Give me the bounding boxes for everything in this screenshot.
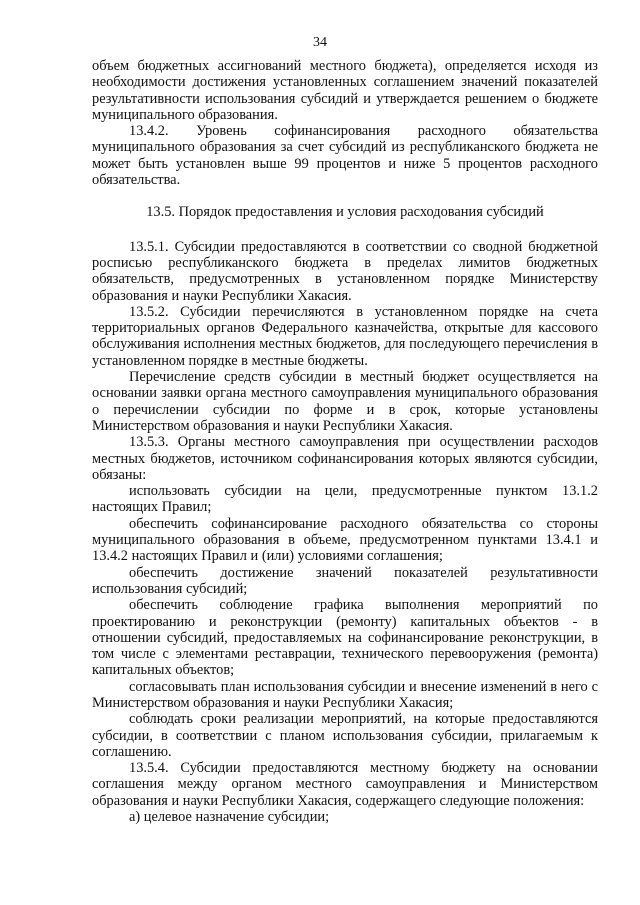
list-item-purpose: а) целевое назначение субсидии; bbox=[129, 809, 330, 826]
paragraph-transfer-request: Перечисление средств субсидии в местный бюджет осуществляется на основании заявки органа местного самоуправления муниципального образования о перечислении субсидии по форме и в срок, которые установлены Министерством образования и науки Республики Хакасия. bbox=[92, 369, 598, 434]
paragraph-13-4-2: 13.4.2. Уровень софинансирования расходного обязательства муниципального образования за счет субсидий из республиканского бюджета не может быть установлен выше 99 процентов и ниже 5 процентов расходного обязательства. bbox=[92, 123, 598, 189]
document-body bbox=[92, 58, 598, 825]
list-item-usage-plan: согласовывать план использования субсидии и внесение изменений в него с Министерством образования и науки Республики Хакасия; bbox=[92, 678, 598, 711]
list-item-performance-indicators: обеспечить достижение значений показателей результативности использования субсидий; bbox=[92, 564, 598, 597]
paragraph-13-5-1: 13.5.1. Субсидии предоставляются в соответствии со сводной бюджетной росписью республиканского бюджета в пределах лимитов бюджетных обязательств, предусмотренных в установленном порядке Министерству образования и науки Республики Хакасия. bbox=[92, 238, 598, 304]
list-item-deadlines: соблюдать сроки реализации мероприятий, на которые предоставляются субсидии, в соответствии с планом использования субсидии, прилагаемым к соглашению. bbox=[92, 711, 598, 760]
paragraph-budget-allocations: объем бюджетных ассигнований местного бюджета), определяется исходя из необходимости достижения установленных соглашением значений показателей результативности использования субсидий и утверждается решением о бюджете муниципального образования. bbox=[92, 58, 598, 123]
page-number: 34 bbox=[313, 35, 327, 50]
paragraph-13-5-4: 13.5.4. Субсидии предоставляются местному бюджету на основании соглашения между органом местного самоуправления и Министерством образования и науки Республики Хакасия, содержащего следующие положения: bbox=[92, 760, 598, 809]
list-item-cofinancing: обеспечить софинансирование расходного обязательства со стороны муниципального образования в объеме, предусмотренном пунктами 13.4.1 и 13.4.2 настоящих Правил и (или) условиями соглашения; bbox=[92, 515, 598, 565]
section-heading: 13.5. Порядок предоставления и условия расходования субсидий bbox=[146, 204, 544, 221]
paragraph-13-5-2: 13.5.2. Субсидии перечисляются в установленном порядке на счета территориальных органов Федерального казначейства, открытые для кассового обслуживания исполнения местных бюджетов, для последующего перечисления в установленном порядке в местные бюджеты. bbox=[92, 303, 598, 369]
paragraph-13-5-3: 13.5.3. Органы местного самоуправления при осуществлении расходов местных бюджетов, источником софинансирования которых являются субсидии, обязаны: bbox=[92, 434, 598, 483]
list-item-use-subsidies: использовать субсидии на цели, предусмотренные пунктом 13.1.2 настоящих Правил; bbox=[92, 483, 598, 516]
list-item-schedule-compliance: обеспечить соблюдение графика выполнения мероприятий по проектированию и реконструкции (ремонту) капитальных объектов - в отношении субсидий, предоставляемых на софинансирование реконструкции, в том числе с элементами реставрации, технического перевооружения (ремонта) капитальных объектов; bbox=[92, 597, 598, 679]
